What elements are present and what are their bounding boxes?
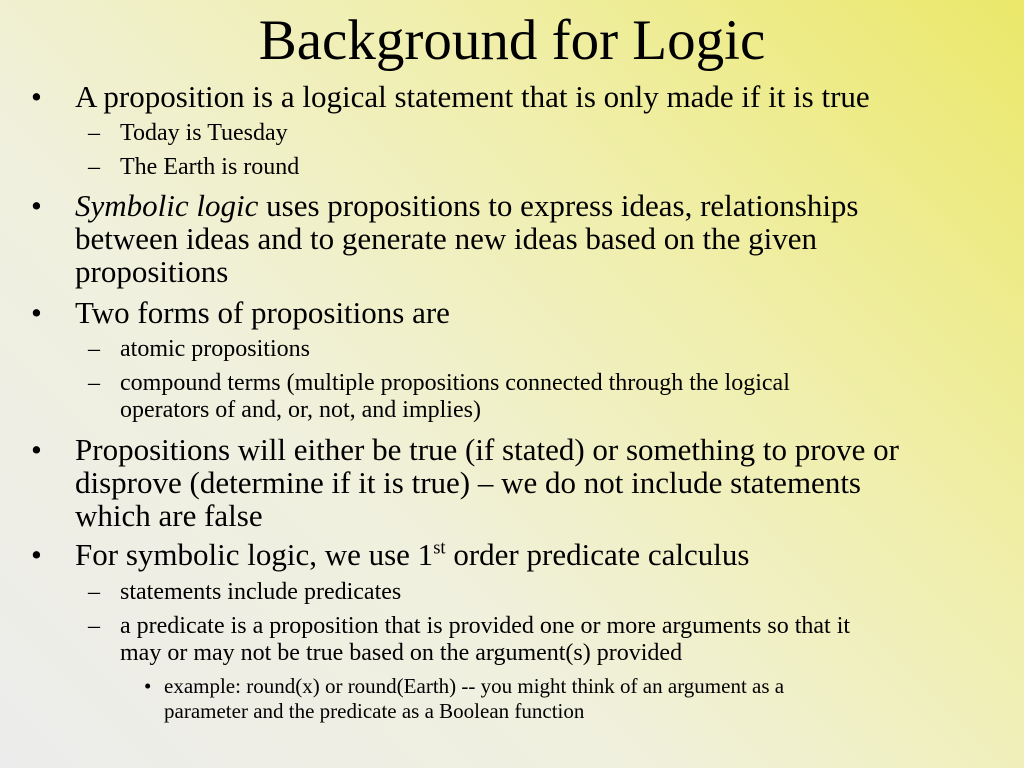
bullet-symbolic-logic	[31, 188, 859, 289]
sub-bullet-text: atomic propositions	[120, 336, 310, 362]
bullet-text-line3: which are false	[75, 498, 263, 533]
bullet-text-after-sup: order predicate calculus	[445, 537, 750, 572]
sub-bullet-text: The Earth is round	[120, 154, 300, 180]
dash-marker: –	[88, 120, 100, 146]
sub-bullet-earth	[88, 154, 300, 181]
bullet-text: Two forms of propositions are	[75, 295, 450, 330]
sub-bullet-text: statements include predicates	[120, 579, 402, 605]
dash-marker: –	[88, 613, 100, 639]
bullet-marker: •	[31, 79, 42, 114]
bullet-marker: •	[31, 432, 42, 467]
sub-bullet-compound	[88, 370, 790, 424]
bullet-text-before-sup: For symbolic logic, we use 1	[75, 537, 434, 572]
bullet-text-line2: between ideas and to generate new ideas based on the given	[75, 221, 817, 256]
sub-bullet-text-cont: operators of and, or, not, and implies)	[120, 397, 481, 423]
bullet-text: A proposition is a logical statement that is only made if it is true	[75, 79, 870, 114]
sub-bullet-predicate	[88, 613, 851, 667]
bullet-proposition	[31, 79, 870, 114]
dash-marker: –	[88, 336, 100, 362]
bullet-two-forms	[31, 295, 450, 330]
bullet-marker: •	[144, 674, 152, 698]
slide-title: Background for Logic	[258, 9, 766, 72]
sub-bullet-statements	[88, 579, 402, 606]
bullet-text-line3: propositions	[75, 254, 229, 289]
sub-bullet-text: a predicate is a proposition that is provided one or more arguments so that it	[120, 613, 851, 639]
bullet-text	[75, 538, 749, 571]
sub-sub-bullet-example	[144, 674, 785, 724]
bullet-propositions-true	[31, 432, 899, 533]
bullet-text-cont: uses propositions to express ideas, relationships	[258, 188, 859, 223]
bullet-text	[75, 189, 859, 222]
bullet-text-line1: Propositions will either be true (if stated) or something to prove or	[75, 432, 899, 467]
sub-bullet-text: compound terms (multiple propositions connected through the logical	[120, 370, 790, 396]
sub-sub-bullet-text-line2: parameter and the predicate as a Boolean function	[164, 699, 585, 723]
dash-marker: –	[88, 370, 100, 396]
sub-bullet-atomic	[88, 336, 310, 363]
sub-sub-bullet-text-line1: example: round(x) or round(Earth) -- you might think of an argument as a	[164, 674, 785, 698]
ordinal-superscript: st	[433, 537, 446, 559]
bullet-marker: •	[31, 537, 42, 572]
bullet-first-order	[31, 537, 750, 572]
bullet-text-line2: disprove (determine if it is true) – we do not include statements	[75, 465, 861, 500]
italic-term: Symbolic logic	[75, 188, 259, 223]
sub-bullet-text-cont: may or may not be true based on the argument(s) provided	[120, 640, 683, 666]
sub-bullet-text: Today is Tuesday	[120, 120, 288, 146]
bullet-marker: •	[31, 188, 42, 223]
dash-marker: –	[88, 154, 100, 180]
sub-bullet-today	[88, 120, 288, 147]
bullet-marker: •	[31, 295, 42, 330]
dash-marker: –	[88, 579, 100, 605]
